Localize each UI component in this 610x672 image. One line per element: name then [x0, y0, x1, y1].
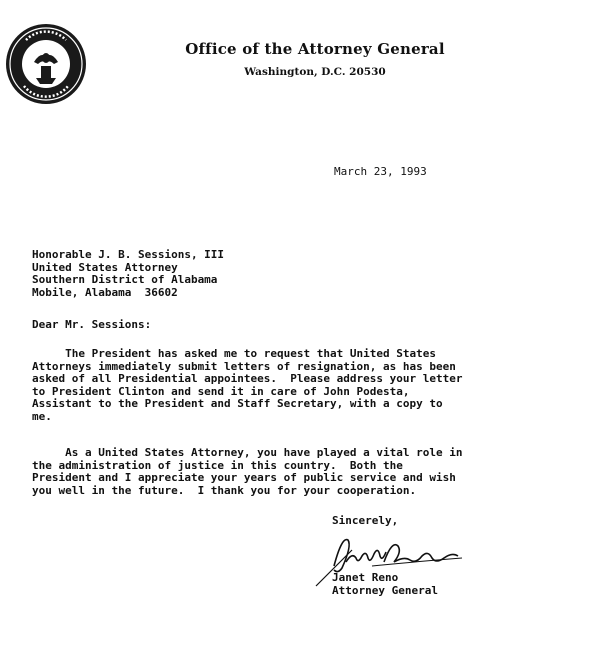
department-seal-icon	[4, 22, 88, 106]
address-line: Honorable J. B. Sessions, III	[32, 248, 225, 261]
text-line: The President has asked me to request that United States	[32, 347, 436, 360]
text-line: President and I appreciate your years of public service and wish	[32, 471, 456, 484]
text-line: Assistant to the President and Staff Secretary, with a copy to	[32, 397, 443, 410]
text-line: Attorneys immediately submit letters of resignation, as has been	[32, 359, 456, 373]
text-line: you well in the future. I thank you for your cooperation.	[32, 483, 417, 497]
office-title: Office of the Attorney General	[185, 40, 445, 58]
body-paragraph-1	[32, 348, 462, 423]
address-line: Southern District of Alabama	[32, 273, 218, 286]
signature-block	[332, 571, 438, 597]
text-line: asked of all Presidential appointees. Please address your letter	[32, 372, 463, 385]
text-line: As a United States Attorney, you have played a vital role in	[32, 446, 463, 459]
letterhead	[180, 40, 450, 78]
address-line: United States Attorney	[32, 260, 178, 274]
text-line: me.	[32, 409, 52, 423]
text-line: the administration of justice in this country. Both the	[32, 458, 403, 472]
recipient-address	[32, 249, 224, 299]
closing: Sincerely,	[332, 514, 399, 527]
signer-name: Janet Reno	[332, 571, 399, 584]
office-address: Washington, D.C. 20530	[244, 66, 386, 78]
salutation: Dear Mr. Sessions:	[32, 318, 152, 331]
signer-title: Attorney General	[332, 584, 438, 597]
body-paragraph-2	[32, 447, 462, 497]
text-line: to President Clinton and send it in care of John Podesta,	[32, 384, 410, 398]
letter-date: March 23, 1993	[334, 165, 427, 178]
address-line: Mobile, Alabama 36602	[32, 285, 178, 299]
